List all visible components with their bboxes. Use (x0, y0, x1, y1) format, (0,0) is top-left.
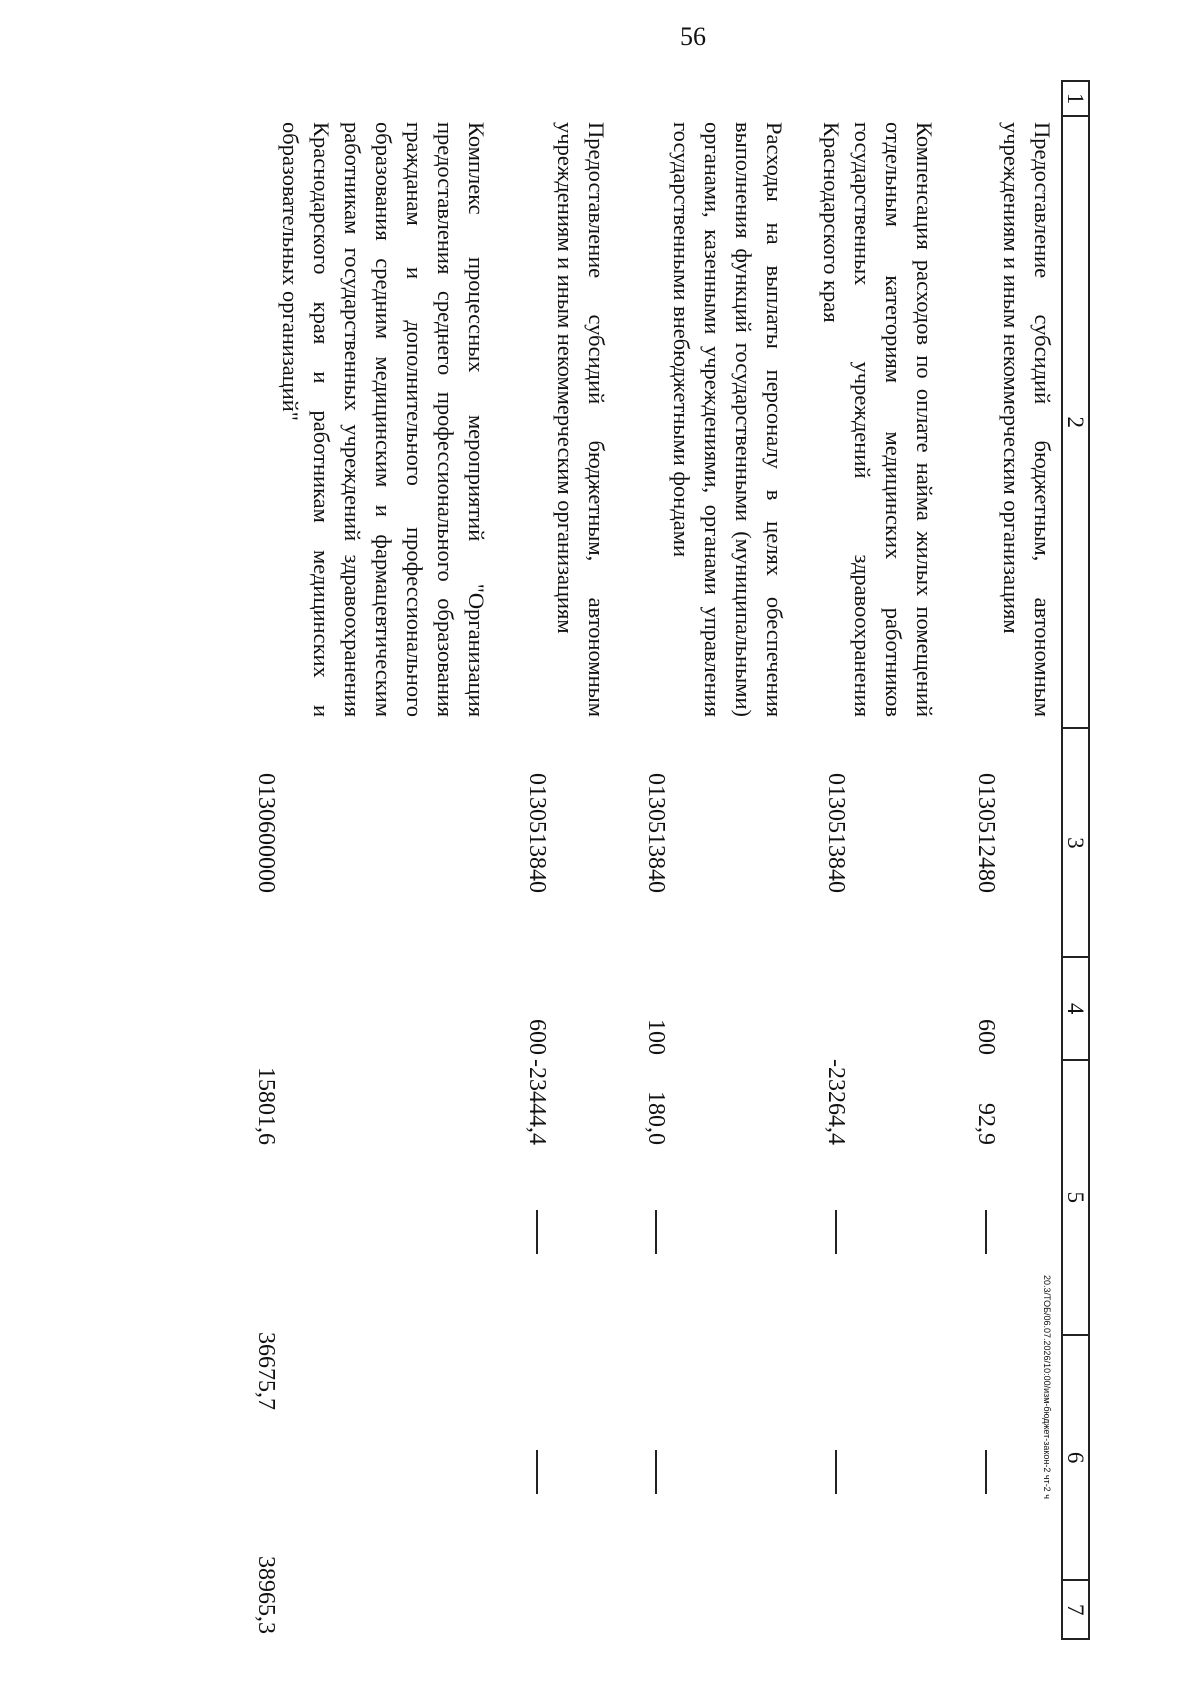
header-cell-6: 6 (1063, 1336, 1088, 1582)
row-col6-dash (835, 1210, 837, 1254)
header-cell-3: 3 (1063, 729, 1088, 958)
row-code: 0130600000 (253, 773, 279, 893)
budget-table (150, 80, 1090, 1640)
row-kind: 600 (973, 1019, 999, 1055)
row-amount-col5: -23264,4 (823, 1059, 849, 1145)
row-col6-dash (655, 1210, 657, 1254)
row-col7-dash (536, 1450, 538, 1494)
table-header-row (1061, 80, 1090, 1640)
row-description: Предоставление субсидий бюджетным, автономным учреждениям и иным некоммерческим организациям (553, 122, 609, 717)
header-cell-4: 4 (1063, 958, 1088, 1060)
row-amount-col5: 180,0 (643, 1091, 669, 1145)
row-description: Расходы на выплаты персоналу в целях обеспечения выполнения функций государственными (муниципальными) органами, казенными учреждениями, органами управления государственными внебюджетными фондами (669, 122, 787, 717)
row-amount-col7: 38965,3 (253, 1556, 279, 1634)
header-cell-5: 5 (1063, 1061, 1088, 1336)
row-description: Предоставление субсидий бюджетным, автономным учреждениям и иным некоммерческим организациям (999, 122, 1055, 717)
row-col7-dash (985, 1450, 987, 1494)
row-description: Комплекс процессных мероприятий "Организация предоставления среднего профессионального образования гражданам и дополнительного профессионального образования средним медицинским и фармацевтическим работникам государственных учреждений здравоохранения Краснодарского края и работникам медицинских и образовательных организаций" (278, 122, 489, 717)
row-amount-col6: 36675,7 (253, 1332, 279, 1410)
header-cell-2: 2 (1063, 117, 1088, 729)
row-code: 0130513840 (524, 773, 550, 893)
row-amount-col5: -23444,4 (524, 1059, 550, 1145)
page-number: 56 (680, 22, 706, 51)
row-code: 0130513840 (823, 773, 849, 893)
row-code: 0130513840 (643, 773, 669, 893)
header-cell-7: 7 (1063, 1603, 1089, 1616)
row-col6-dash (536, 1210, 538, 1254)
row-kind: 100 (643, 1019, 669, 1055)
row-description: Компенсация расходов по оплате найма жилых помещений отдельным категориям медицинских работников государственных учреждений здравоохранения Краснодарского края (819, 122, 937, 717)
row-amount-col5: 92,9 (973, 1103, 999, 1145)
row-kind: 600 (524, 1019, 550, 1055)
row-col7-dash (835, 1450, 837, 1494)
row-col6-dash (985, 1210, 987, 1254)
footer-note: 20.3/ТОБ/06.07.2026/10:00/изм-бюджет-закон-2 чт-2 ч (1042, 1275, 1052, 1499)
row-code: 0130512480 (973, 773, 999, 893)
row-amount-col5: 15801,6 (253, 1067, 279, 1145)
header-cell-1: 1 (1063, 82, 1088, 117)
row-col7-dash (655, 1450, 657, 1494)
